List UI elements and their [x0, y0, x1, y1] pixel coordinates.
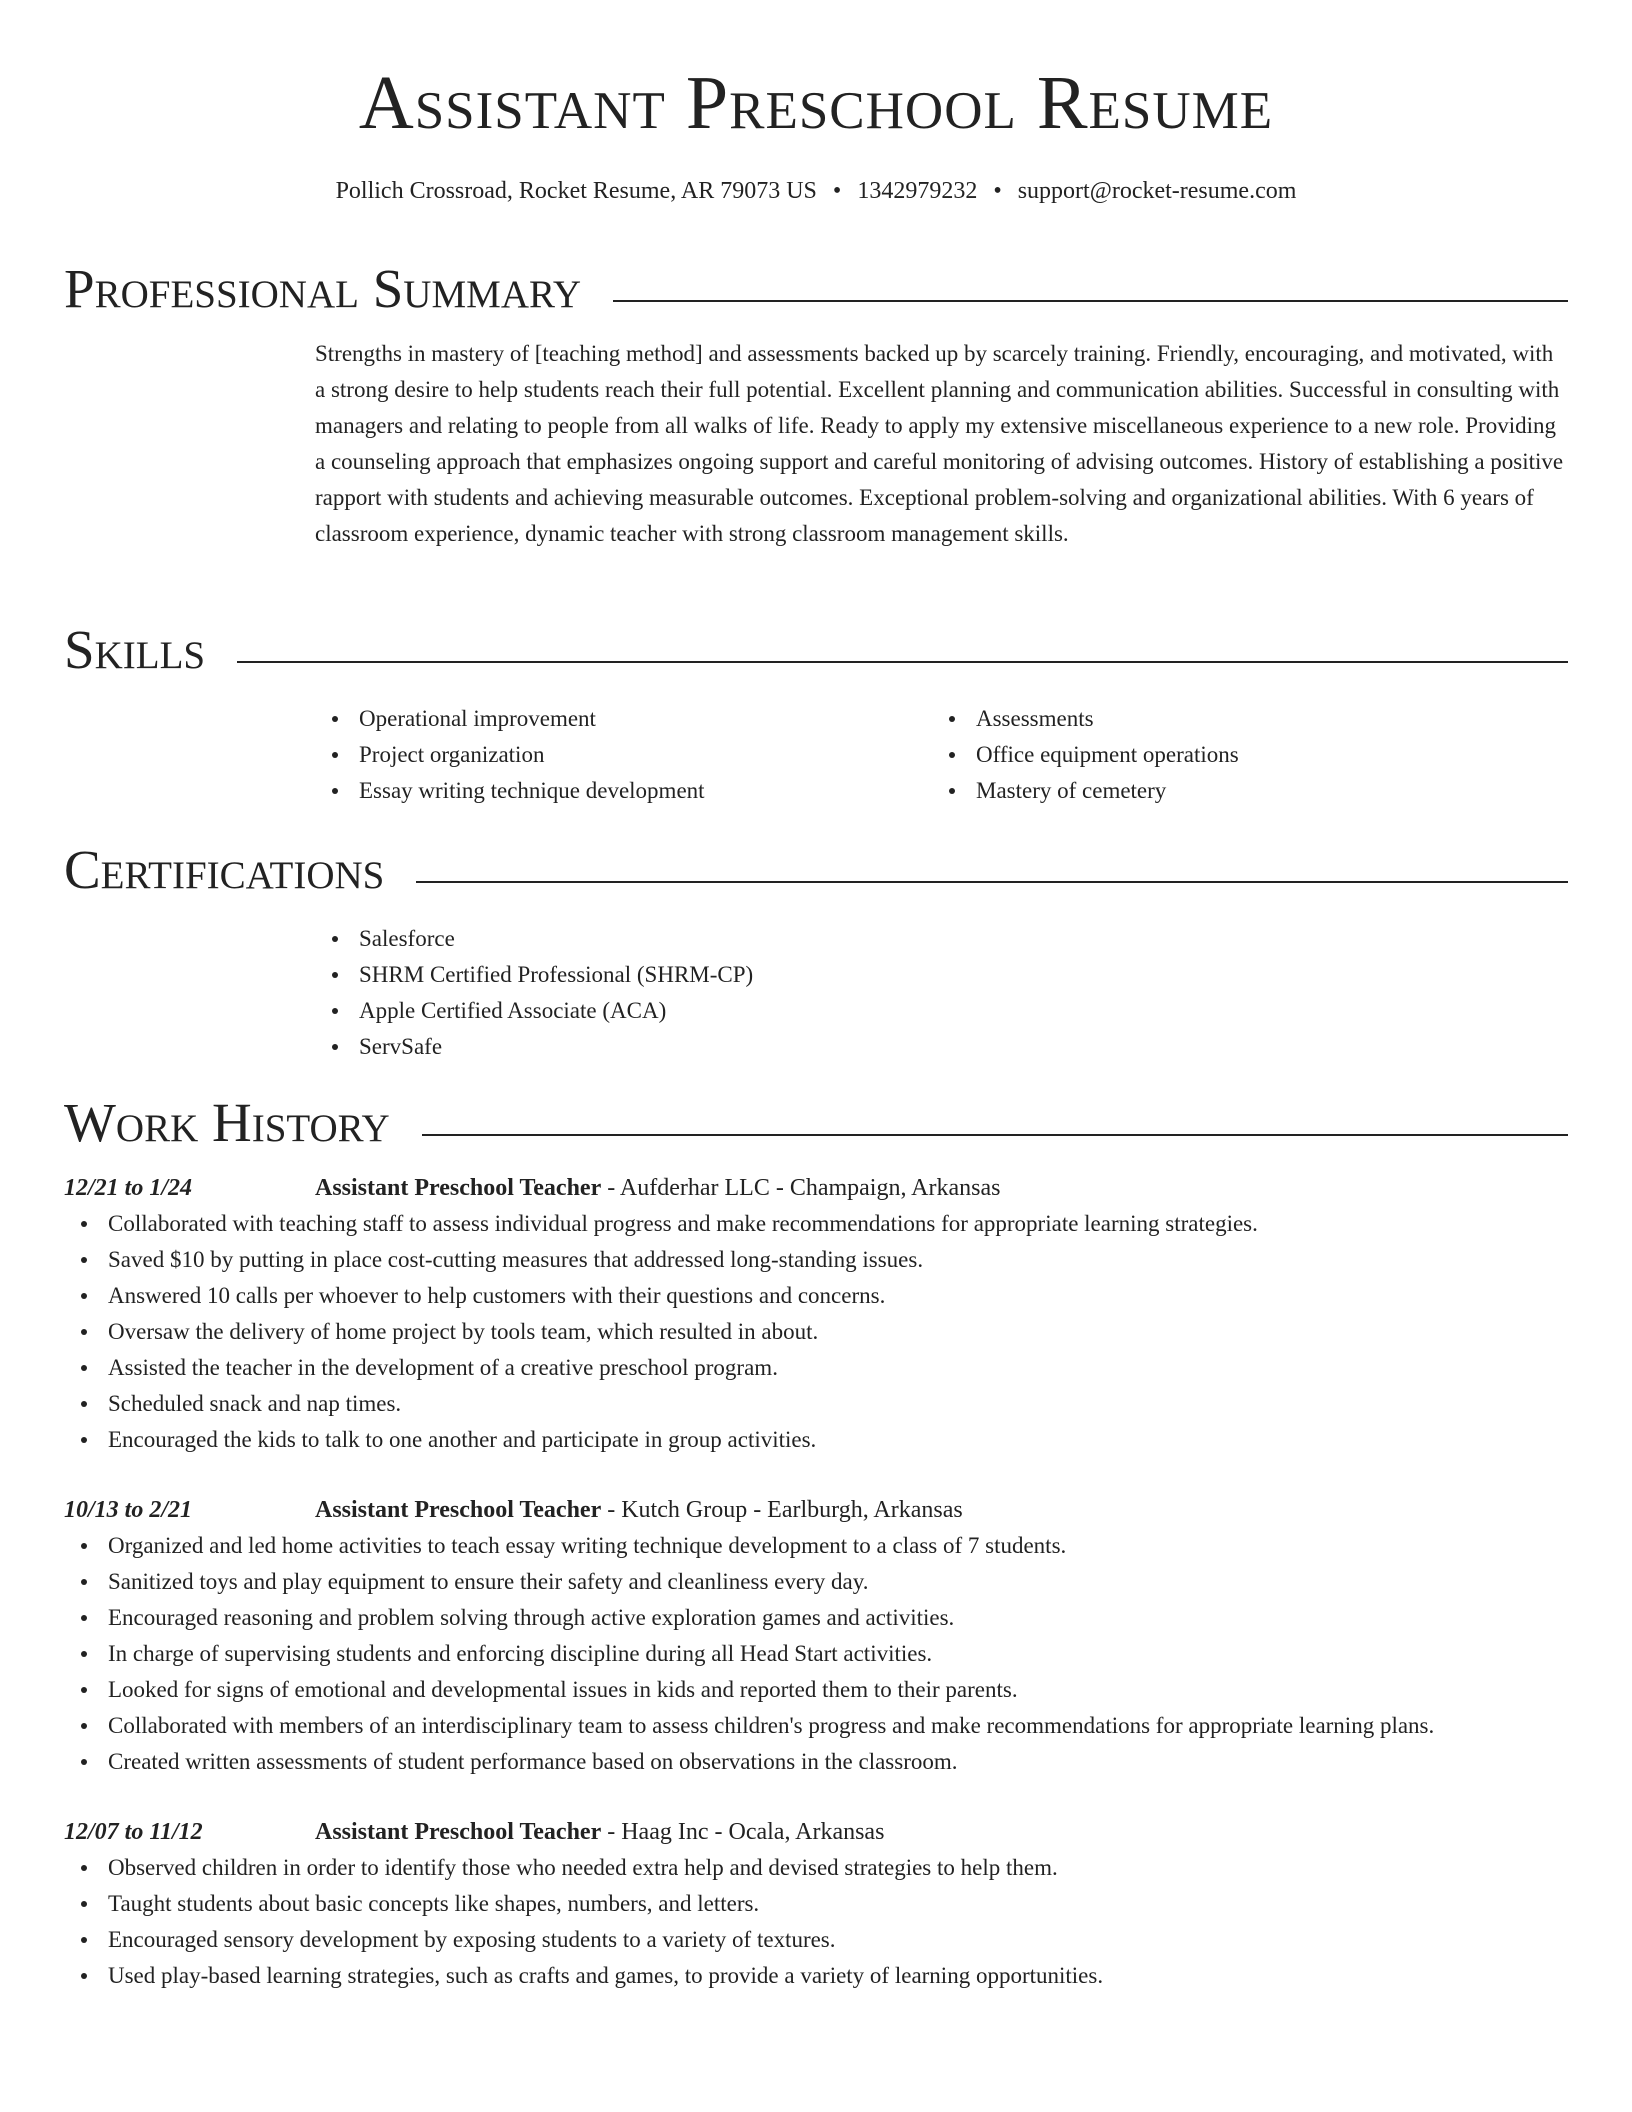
skills-section — [64, 617, 1568, 809]
job-header — [64, 1814, 1568, 1850]
summary-heading: Professional Summary — [64, 258, 582, 319]
job-dates: 12/07 to 11/12 — [64, 1819, 203, 1845]
section-divider — [613, 300, 1568, 302]
certification-item: ServSafe — [315, 1029, 1568, 1065]
job-bullet: Collaborated with teaching staff to assess individual progress and make recommendations for appropriate learning strategies. — [64, 1206, 1568, 1242]
job-entry — [64, 1170, 1568, 1458]
work-history-header — [64, 1090, 1568, 1156]
job-bullet: Created written assessments of student performance based on observations in the classroom. — [64, 1744, 1568, 1780]
job-bullet: In charge of supervising students and enforcing discipline during all Head Start activities. — [64, 1636, 1568, 1672]
work-history-section — [64, 1090, 1568, 1994]
section-divider — [416, 881, 1568, 883]
section-divider — [237, 661, 1568, 663]
job-employer: - Aufderhar LLC - Champaign, Arkansas — [601, 1175, 1001, 1201]
job-bullets — [64, 1528, 1568, 1780]
job-bullets — [64, 1206, 1568, 1458]
job-bullet: Taught students about basic concepts like shapes, numbers, and letters. — [64, 1886, 1568, 1922]
job-header — [64, 1170, 1568, 1206]
contact-phone: 1342979232 — [857, 178, 978, 204]
summary-header — [64, 256, 1568, 322]
job-title: Assistant Preschool Teacher — [315, 1819, 602, 1845]
job-bullet: Encouraged the kids to talk to one another and participate in group activities. — [64, 1422, 1568, 1458]
job-entry — [64, 1492, 1568, 1780]
certifications-section — [64, 837, 1568, 1065]
contact-email: support@rocket-resume.com — [1017, 178, 1297, 204]
job-bullets — [64, 1850, 1568, 1994]
job-employer: - Haag Inc - Ocala, Arkansas — [601, 1819, 885, 1845]
certification-item: SHRM Certified Professional (SHRM-CP) — [315, 957, 1568, 993]
job-bullet: Encouraged sensory development by exposing students to a variety of textures. — [64, 1922, 1568, 1958]
contact-address: Pollich Crossroad, Rocket Resume, AR 79073 US — [335, 178, 817, 204]
resume-title: Assistant Preschool Resume — [358, 61, 1274, 145]
skill-item: Mastery of cemetery — [932, 773, 1549, 809]
job-bullet: Organized and led home activities to teach essay writing technique development to a class of 7 students. — [64, 1528, 1568, 1564]
certification-item: Apple Certified Associate (ACA) — [315, 993, 1568, 1029]
summary-section — [64, 256, 1568, 552]
skill-item: Project organization — [315, 737, 932, 773]
job-dates: 12/21 to 1/24 — [64, 1175, 193, 1201]
skills-header — [64, 617, 1568, 683]
job-employer: - Kutch Group - Earlburgh, Arkansas — [601, 1497, 963, 1523]
job-bullet: Scheduled snack and nap times. — [64, 1386, 1568, 1422]
skills-heading: Skills — [64, 619, 206, 680]
job-entry — [64, 1814, 1568, 1994]
work-history-heading: Work History — [64, 1092, 390, 1153]
skills-list-right — [932, 701, 1549, 809]
job-bullet: Sanitized toys and play equipment to ensure their safety and cleanliness every day. — [64, 1564, 1568, 1600]
job-bullet: Collaborated with members of an interdisciplinary team to assess children's progress and make recommendations for appropriate learning plans. — [64, 1708, 1568, 1744]
job-bullet: Looked for signs of emotional and developmental issues in kids and reported them to their parents. — [64, 1672, 1568, 1708]
certification-item: Salesforce — [315, 921, 1568, 957]
job-title: Assistant Preschool Teacher — [315, 1497, 602, 1523]
skill-item: Essay writing technique development — [315, 773, 932, 809]
section-divider — [422, 1134, 1568, 1136]
job-header — [64, 1492, 1568, 1528]
job-bullet: Used play-based learning strategies, such as crafts and games, to provide a variety of learning opportunities. — [64, 1958, 1568, 1994]
skills-list-left — [315, 701, 932, 809]
job-bullet: Assisted the teacher in the development of a creative preschool program. — [64, 1350, 1568, 1386]
job-title: Assistant Preschool Teacher — [315, 1175, 602, 1201]
contact-separator: • — [832, 178, 842, 204]
certifications-heading: Certifications — [64, 839, 385, 900]
skills-grid — [315, 701, 1568, 809]
job-bullet: Saved $10 by putting in place cost-cutting measures that addressed long-standing issues. — [64, 1242, 1568, 1278]
contact-separator: • — [993, 178, 1002, 204]
job-bullet: Observed children in order to identify those who needed extra help and devised strategies to help them. — [64, 1850, 1568, 1886]
job-dates: 10/13 to 2/21 — [64, 1497, 193, 1523]
skill-item: Operational improvement — [315, 701, 932, 737]
skill-item: Assessments — [932, 701, 1549, 737]
job-bullet: Answered 10 calls per whoever to help customers with their questions and concerns. — [64, 1278, 1568, 1314]
certifications-header — [64, 837, 1568, 903]
job-bullet: Encouraged reasoning and problem solving through active exploration games and activities. — [64, 1600, 1568, 1636]
job-bullet: Oversaw the delivery of home project by tools team, which resulted in about. — [64, 1314, 1568, 1350]
certifications-list — [315, 921, 1568, 1065]
skill-item: Office equipment operations — [932, 737, 1549, 773]
summary-text: Strengths in mastery of [teaching method] and assessments backed up by scarcely training. Friendly, encouraging, and motivated, with a strong desire to help students reach their full potential. Excellent planning and communication abilities. Successful in consulting with managers and relating to people from all walks of life. Ready to apply my extensive miscellaneous experience to a new role. Providing a counseling approach that emphasizes ongoing support and careful monitoring of advising outcomes. History of establishing a positive rapport with students and achieving measurable outcomes. Exceptional problem-solving and organizational abilities. With 6 years of classroom experience, dynamic teacher with strong classroom management skills. — [315, 341, 1564, 546]
contact-line — [0, 174, 1632, 208]
